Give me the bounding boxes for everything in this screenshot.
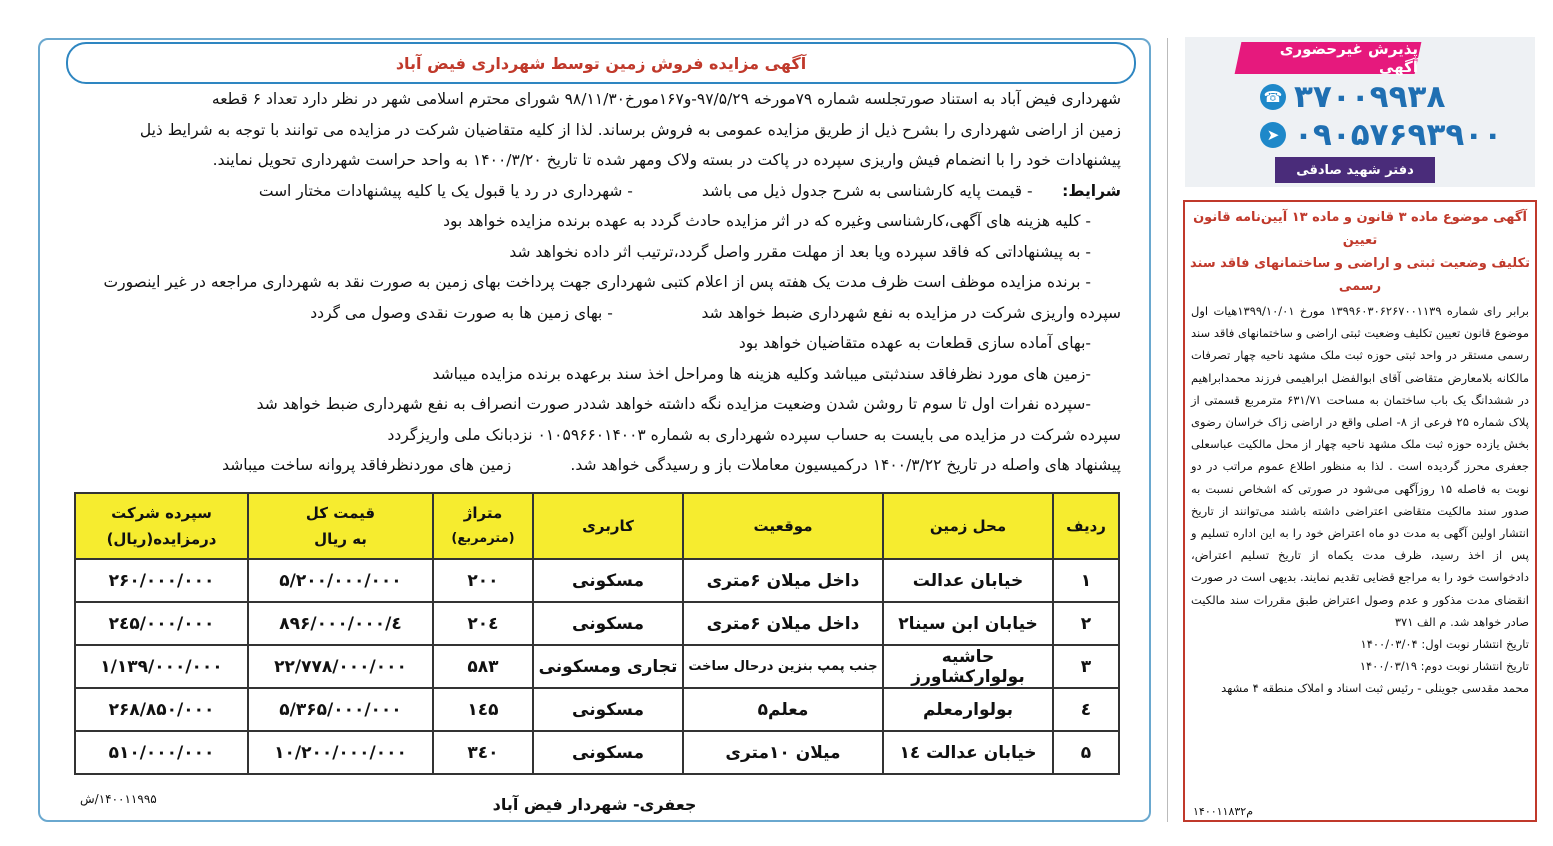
- condition-costs: - کلیه هزینه های آگهی،کارشناسی وغیره که در اثر مزایده حادث گردد به عهده برنده مزایده خواهد بود: [443, 212, 1091, 230]
- header-usage: کاربری: [533, 493, 683, 559]
- intro-line-3: پیشنهادات خود را با انضمام فیش واریزی سپرده در پاکت در بسته ولاک ومهر شده تا تاریخ ۱۴۰۰/۳/۲۰ به واحد حراست شهرداری تحویل نمایند.: [212, 151, 1121, 169]
- cell-usage: مسکونی: [533, 559, 683, 602]
- notice-paragraph: برابر رای شماره ۱۳۹۹۶۰۳۰۶۲۶۷۰۰۱۱۳۹ مورخ ۱۳۹۹/۱۰/۰۱هیات اول موضوع قانون تعیین تکلیف وضعیت ثبتی اراضی و ساختمانهای فاقد سند رسمی مستقر در واحد ثبتی حوزه ثبت ملک مشهد ناحیه چهار تصرفات مالکانه بلامعارض متقاضی آقای ابوالفضل ابراهیمی فرزند محمدابراهیم در ششدانگ یک باب ساختمان به مساحت ۶۳۱/۷۱ مترمربع قسمتی از پلاک شماره ۲۵ فرعی از ۸- اصلی واقع در اراضی زاک خراسان رضوی بخش یازده حوزه ثبت ملک مشهد ناحیه چهار از محل مالکیت عباسعلی جعفری محرز گردیده است . لذا به منظور اطلاع عموم مراتب در دو نوبت به فاصله ۱۵ روزآگهی می‌شود در صورتی که اشخاص نسبت به صدور سند مالکیت متقاضی اعتراضی داشته باشند می‌توانند از تاریخ انتشار اولین آگهی به مدت دو ماه اعتراض خود را به این اداره تسلیم و پس از اخذ رسید، ظرف مدت یکماه از تاریخ تسلیم اعتراض، دادخواست خود را به مراجع قضایی تقدیم نمایند. بدیهی است در صورت انقضای مدت مذکور و عدم وصول اعتراض طبق مقررات سند مالکیت صادر خواهد شد. م الف ۳۷۱: [1191, 304, 1530, 629]
- table-row: [75, 559, 1119, 602]
- header-deposit-unit: درمزایده(ریال): [106, 530, 217, 548]
- cell-area: ۳٤۰: [433, 731, 533, 774]
- notice-title-line-1: آگهی موضوع ماده ۳ قانون و ماده ۱۳ آیین‌نامه قانون تعیین: [1193, 210, 1527, 248]
- auction-code: ۱۴۰۰۱۱۹۹۵/ش: [80, 792, 157, 806]
- cell-row-no: ۵: [1053, 731, 1119, 774]
- notice-title: [1185, 202, 1535, 300]
- condition-base-price: - قیمت پایه کارشناسی به شرح جدول ذیل می باشد: [701, 181, 1033, 200]
- cell-row-no: ۲: [1053, 602, 1119, 645]
- header-total-price-unit: به ریال: [314, 530, 367, 548]
- auction-title-box: [66, 42, 1136, 84]
- auction-title: آگهی مزایده فروش زمین توسط شهرداری فیض آباد: [395, 53, 807, 73]
- intro-line-1: شهرداری فیض آباد به استناد صورتجلسه شماره ۷۹مورخه ۹۷/۵/۲۹-و۱۶۷مورخ۹۸/۱۱/۳۰ شورای محترم اسلامی شهر در نظر دارد تعداد ۶ قطعه: [211, 90, 1121, 108]
- telegram-icon: ➤: [1260, 122, 1286, 148]
- cell-usage: مسکونی: [533, 731, 683, 774]
- notice-body: [1185, 300, 1535, 700]
- cell-area: ۱٤۵: [433, 688, 533, 731]
- cell-usage: تجاری ومسکونی: [533, 645, 683, 688]
- notice-signer: محمد مقدسی جوینلی - رئیس ثبت اسناد و املاک منطقه ۴ مشهد: [1221, 681, 1529, 696]
- cell-area: ۲۰۰: [433, 559, 533, 602]
- header-deposit: [75, 493, 248, 559]
- banner-badge: [1235, 42, 1422, 74]
- banner-mobile-row: [1260, 117, 1502, 153]
- banner-phone: ۳۷۰۰۹۹۳۸: [1294, 79, 1446, 115]
- notice-date-1: تاریخ انتشار نوبت اول: ۱۴۰۰/۰۳/۰۴: [1360, 637, 1529, 652]
- condition-opening-date: پیشنهاد های واصله در تاریخ ۱۴۰۰/۳/۲۲ درکمیسیون معاملات باز و رسیدگی خواهد شد.: [570, 456, 1121, 474]
- cell-location: بولوارمعلم: [883, 688, 1053, 731]
- table-row: [75, 688, 1119, 731]
- banner-phone-row: [1260, 79, 1445, 115]
- registry-notice: [1183, 200, 1537, 822]
- cell-position: داخل میلان ۶متری: [683, 602, 883, 645]
- cell-position: معلم۵: [683, 688, 883, 731]
- condition-no-permit: زمین های موردنظرفاقد پروانه ساخت میباشد: [222, 456, 512, 474]
- cell-deposit: ۲۶۸/۸۵۰/۰۰۰: [75, 688, 248, 731]
- header-location: محل زمین: [883, 493, 1053, 559]
- cell-usage: مسکونی: [533, 688, 683, 731]
- cell-row-no: ٤: [1053, 688, 1119, 731]
- cell-location: خیابان عدالت: [883, 559, 1053, 602]
- cell-position: داخل میلان ۶متری: [683, 559, 883, 602]
- condition-accept-reject: - شهرداری در رد یا قبول یک یا کلیه پیشنهادات مختار است: [258, 181, 633, 200]
- notice-code: م۱۴۰۰۱۱۸۳۲: [1193, 805, 1253, 818]
- header-position: موقعیت: [683, 493, 883, 559]
- intro-line-2: زمین از اراضی شهرداری را بشرح ذیل از طریق مزایده عمومی به فروش برساند. لذا از کلیه متقاضیان شرکت در مزایده می توانند با توجه به شرایط ذیل: [139, 120, 1121, 139]
- cell-position: جنب پمپ بنزین درحال ساخت: [683, 645, 883, 688]
- condition-late-bids: - به پیشنهاداتی که فاقد سپرده ویا بعد از مهلت مقرر واصل گردد،ترتیب اثر داده نخواهد شد: [509, 242, 1091, 261]
- cell-usage: مسکونی: [533, 602, 683, 645]
- conditions-row-1: [61, 176, 1121, 207]
- table-row: [75, 731, 1119, 774]
- condition-winner-line-1: - برنده مزایده موظف است ظرف مدت یک هفته پس از اعلام کتبی شهرداری جهت پرداخت بهای زمین به صورت نقد به شهرداری مراجعه در غیر اینصورت: [103, 273, 1091, 291]
- notice-date-2: تاریخ انتشار نوبت دوم: ۱۴۰۰/۰۳/۱۹: [1359, 659, 1529, 674]
- table-row: [75, 645, 1119, 688]
- land-table: [74, 492, 1120, 775]
- header-row-no: ردیف: [1053, 493, 1119, 559]
- cell-area: ۵۸۳: [433, 645, 533, 688]
- header-area: [433, 493, 533, 559]
- header-area-label: متراژ: [463, 504, 503, 522]
- header-total-price: [248, 493, 433, 559]
- cell-price: ۲۲/۷۷۸/۰۰۰/۰۰۰: [248, 645, 433, 688]
- cell-position: میلان ۱۰متری: [683, 731, 883, 774]
- ad-reception-banner: [1185, 37, 1535, 187]
- auction-text: [61, 84, 1121, 481]
- cell-price: ۵/۲۰۰/۰۰۰/۰۰۰: [248, 559, 433, 602]
- condition-cash-payment: - بهای زمین ها به صورت نقدی وصول می گردد: [310, 303, 613, 322]
- cell-row-no: ۱: [1053, 559, 1119, 602]
- condition-deposit-forfeit: سپرده واریزی شرکت در مزایده به نفع شهرداری ضبط خواهد شد: [701, 303, 1121, 322]
- banner-office: دفتر شهید صادقی: [1275, 157, 1435, 183]
- condition-no-deed: -زمین های مورد نظرفاقد سندثبتی میباشد وکلیه هزینه ها ومراحل اخذ سند برعهده برنده مزایده میباشد: [432, 364, 1091, 383]
- header-deposit-label: سپرده شرکت: [111, 504, 212, 522]
- cell-deposit: ۵۱۰/۰۰۰/۰۰۰: [75, 731, 248, 774]
- cell-price: ۱۰/۲۰۰/۰۰۰/۰۰۰: [248, 731, 433, 774]
- cell-price: ٤/۸۹۶/۰۰۰/۰۰۰: [248, 602, 433, 645]
- banner-mobile: ۰۹۰۵۷۶۹۳۹۰۰: [1294, 117, 1503, 153]
- cell-location: حاشیه بولوارکشاورز: [883, 645, 1053, 688]
- cell-row-no: ۳: [1053, 645, 1119, 688]
- auction-ad: [38, 38, 1151, 822]
- notice-title-line-2: تکلیف وضعیت ثبتی و اراضی و ساختمانهای فاقد سند رسمی: [1190, 256, 1530, 294]
- column-divider: [1167, 38, 1168, 822]
- cell-deposit: ۱/۱۳۹/۰۰۰/۰۰۰: [75, 645, 248, 688]
- cell-price: ۵/۳۶۵/۰۰۰/۰۰۰: [248, 688, 433, 731]
- condition-deposit-hold: -سپرده نفرات اول تا سوم تا روشن شدن وضعیت مزایده نگه داشته خواهد شددر صورت انصراف به نفع شهرداری ضبط خواهد شد: [256, 395, 1091, 413]
- condition-winner-line-2: [61, 298, 1121, 329]
- conditions-label: شرایط:: [1062, 181, 1121, 200]
- cell-location: خیابان ابن سینا۲: [883, 602, 1053, 645]
- condition-preparation: -بهای آماده سازی قطعات به عهده متقاضیان خواهد بود: [738, 334, 1091, 352]
- cell-location: خیابان عدالت ١٤: [883, 731, 1053, 774]
- phone-icon: ☎: [1260, 84, 1286, 110]
- table-header-row: [75, 493, 1119, 559]
- header-total-price-label: قیمت کل: [305, 504, 376, 522]
- banner-badge-label: پذیرش غیرحضوری آگهی: [1279, 40, 1418, 76]
- cell-area: ۲۰٤: [433, 602, 533, 645]
- table-row: [75, 602, 1119, 645]
- condition-opening: [61, 450, 1121, 481]
- auction-signature: جعفری- شهردار فیض آباد: [492, 795, 697, 814]
- cell-deposit: ۲٤۵/۰۰۰/۰۰۰: [75, 602, 248, 645]
- condition-bank-account: سپرده شرکت در مزایده می بایست به حساب سپرده شهرداری به شماره ۰۱۰۵۹۶۶۰۱۴۰۰۳ نزدبانک ملی واریزگردد: [387, 425, 1121, 444]
- header-area-unit: (مترمربع): [451, 531, 515, 546]
- cell-deposit: ۲۶۰/۰۰۰/۰۰۰: [75, 559, 248, 602]
